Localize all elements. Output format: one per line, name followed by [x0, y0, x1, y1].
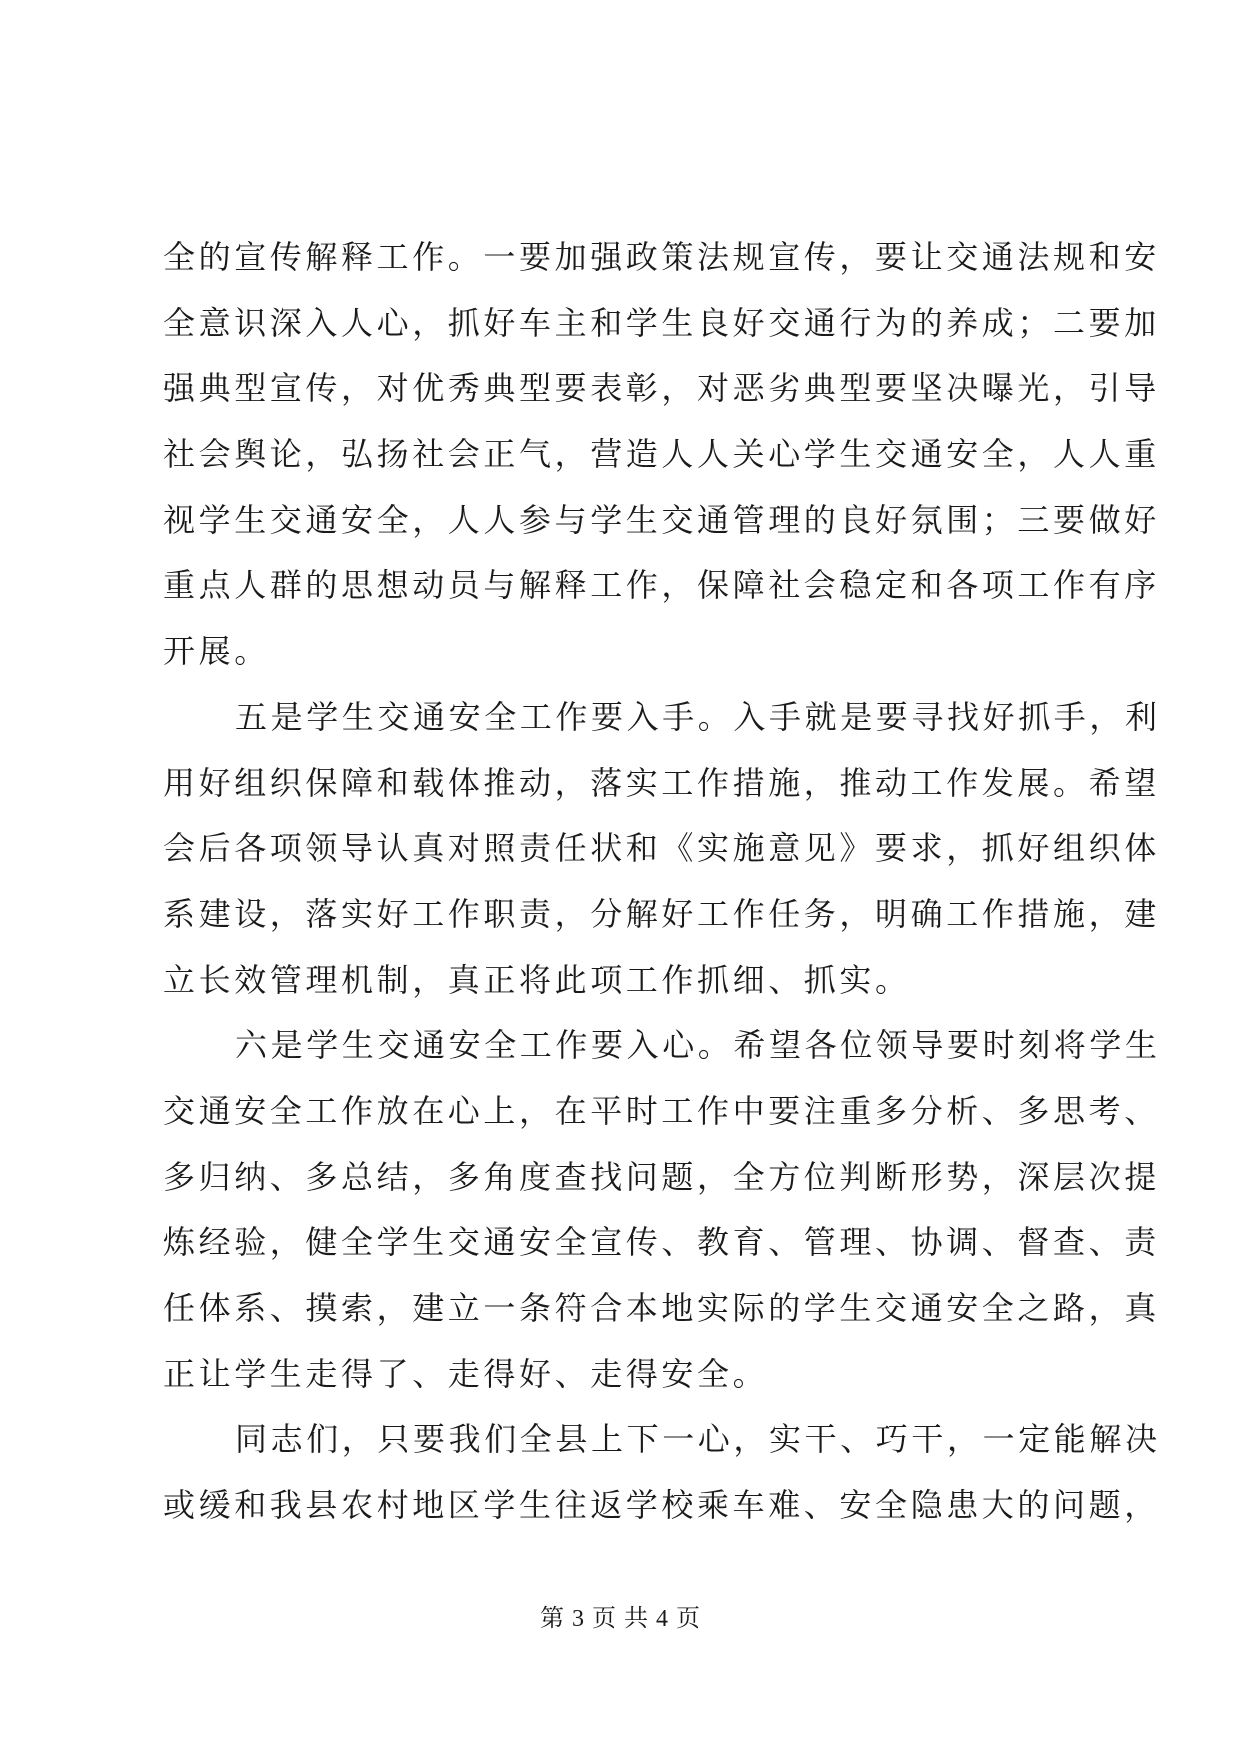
text-line: 全意识深入人心，抓好车主和学生良好交通行为的养成；二要加: [163, 303, 1160, 342]
text-line: 重点人群的思想动员与解释工作，保障社会稳定和各项工作有序: [163, 566, 1160, 605]
text-line: 五是学生交通安全工作要入手。入手就是要寻找好抓手，利: [235, 697, 1161, 736]
text-line: 同志们，只要我们全县上下一心，实干、巧干，一定能解决: [235, 1420, 1161, 1459]
text-line: 强典型宣传，对优秀典型要表彰，对恶劣典型要坚决曝光，引导: [163, 369, 1160, 408]
body-text: [163, 225, 1161, 1539]
text-line: 全的宣传解释工作。一要加强政策法规宣传，要让交通法规和安: [163, 238, 1160, 276]
text-line: 立长效管理机制，真正将此项工作抓细、抓实。: [163, 960, 911, 999]
text-line: 六是学生交通安全工作要入心。希望各位领导要时刻将学生: [235, 1026, 1161, 1065]
text-line: 视学生交通安全，人人参与学生交通管理的良好氛围；三要做好: [163, 500, 1160, 539]
text-line: 交通安全工作放在心上，在平时工作中要注重多分析、多思考、: [163, 1091, 1160, 1130]
text-line: 用好组织保障和载体推动，落实工作措施，推动工作发展。希望: [163, 763, 1160, 802]
text-line: 或缓和我县农村地区学生往返学校乘车难、安全隐患大的问题，: [163, 1486, 1160, 1525]
text-line: 社会舆论，弘扬社会正气，营造人人关心学生交通安全，人人重: [163, 435, 1160, 474]
text-line: 任体系、摸索，建立一条符合本地实际的学生交通安全之路，真: [163, 1289, 1160, 1327]
text-line: 开展。: [163, 632, 270, 671]
text-line: 炼经验，健全学生交通安全宣传、教育、管理、协调、督查、责: [163, 1223, 1160, 1262]
text-line: 系建设，落实好工作职责，分解好工作任务，明确工作措施，建: [163, 894, 1160, 933]
page-number-footer: 第 3 页 共 4 页: [540, 1606, 701, 1632]
text-line: 正让学生走得了、走得好、走得安全。: [163, 1354, 769, 1393]
text-line: 会后各项领导认真对照责任状和《实施意见》要求，抓好组织体: [163, 829, 1160, 868]
text-line: 多归纳、多总结，多角度查找问题，全方位判断形势，深层次提: [163, 1157, 1160, 1196]
